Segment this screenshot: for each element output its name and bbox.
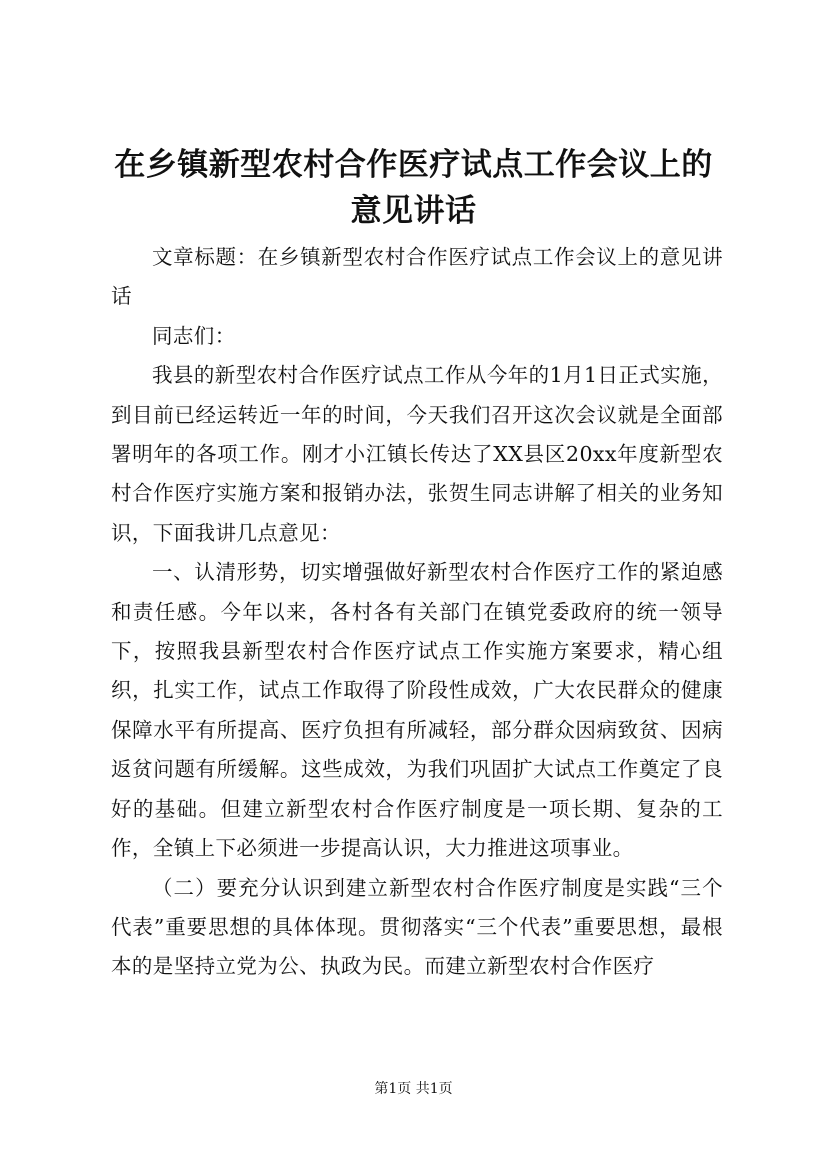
page-footer: 第1页 共1页 — [374, 1081, 453, 1097]
body-paragraph-intro: 我县的新型农村合作医疗试点工作从今年的1月1日正式实施，到目前已经运转近一年的时间，今天我们召开这次会议就是全面部署明年的各项工作。刚才小江镇长传达了XX县区20xx年度新型农村合作医疗实施方案和报销办法，张贺生同志讲解了相关的业务知识，下面我讲几点意见： — [111, 363, 723, 545]
salutation: 同志们： — [152, 323, 236, 348]
document-body — [111, 238, 723, 987]
article-title-line: 文章标题：在乡镇新型农村合作医疗试点工作会议上的意见讲话 — [111, 245, 723, 309]
body-paragraph-section-2: （二）要充分认识到建立新型农村合作医疗制度是实践“三个代表”重要思想的具体体现。贯彻落实“三个代表”重要思想，最根本的是坚持立党为公、执政为民。而建立新型农村合作医疗 — [111, 875, 723, 979]
body-paragraph-section-1: 一、认清形势，切实增强做好新型农村合作医疗工作的紧迫感和责任感。今年以来，各村各有关部门在镇党委政府的统一领导下，按照我县新型农村合作医疗试点工作实施方案要求，精心组织，扎实工作，试点工作取得了阶段性成效，广大农民群众的健康保障水平有所提高、医疗负担有所减轻，部分群众因病致贫、因病返贫问题有所缓解。这些成效，为我们巩固扩大试点工作奠定了良好的基础。但建立新型农村合作医疗制度是一项长期、复杂的工作，全镇上下必须进一步提高认识，大力推进这项事业。 — [111, 560, 723, 861]
document-title: 在乡镇新型农村合作医疗试点工作会议上的意见讲话 — [114, 147, 713, 229]
